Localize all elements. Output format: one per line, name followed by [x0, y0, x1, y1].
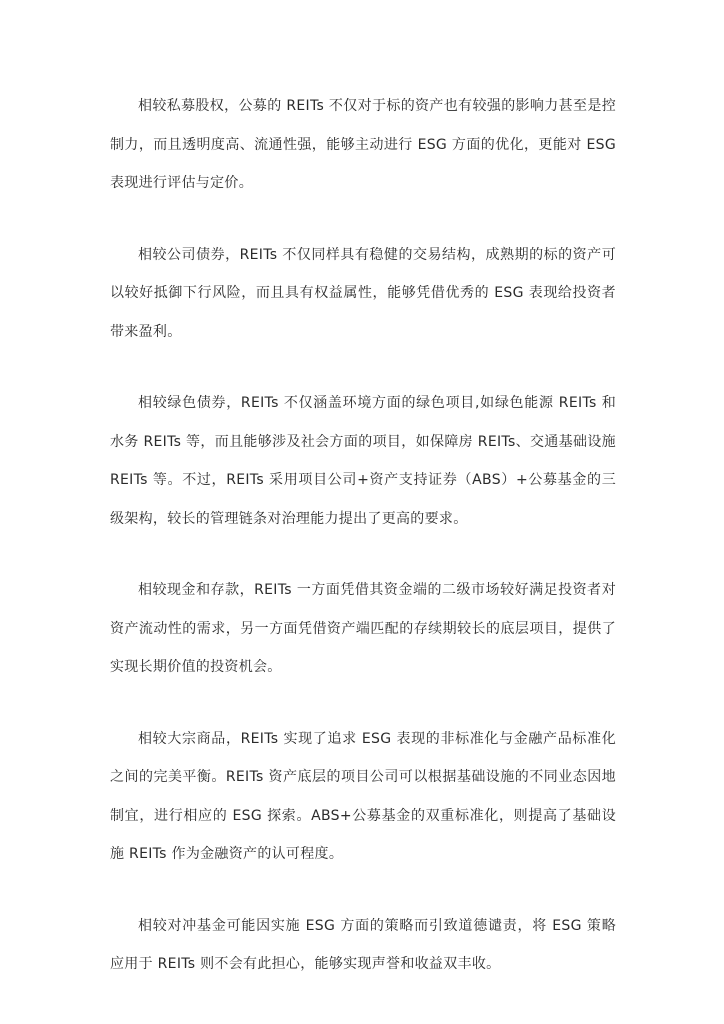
paragraph-cash-deposits: 相较现金和存款，REITs 一方面凭借其资金端的二级市场较好满足投资者对资产流动性的需求，另一方面凭借资产端匹配的存续期较长的底层项目，提供了实现长期价值的投资机会。	[110, 582, 616, 675]
paragraph-hedge-funds: 相较对冲基金可能因实施 ESG 方面的策略而引致道德谴责，将 ESG 策略应用于 REITs 则不会有此担心，能够实现声誉和收益双丰收。	[110, 917, 616, 972]
paragraph-commodities: 相较大宗商品，REITs 实现了追求 ESG 表现的非标准化与金融产品标准化之间的完美平衡。REITs 资产底层的项目公司可以根据基础设施的不同业态因地制宜，进行相应的 ESG 探索。ABS+公募基金的双重标准化，则提高了基础设施 REITs 作为金融资产的认可程度。	[110, 730, 616, 862]
paragraph-private-equity: 相较私募股权，公募的 REITs 不仅对于标的资产也有较强的影响力甚至是控制力，而且透明度高、流通性强，能够主动进行 ESG 方面的优化，更能对 ESG 表现进行评估与定价。	[110, 98, 616, 191]
paragraph-corporate-bonds: 相较公司债券，REITs 不仅同样具有稳健的交易结构，成熟期的标的资产可以较好抵御下行风险，而且具有权益属性，能够凭借优秀的 ESG 表现给投资者带来盈利。	[110, 246, 616, 340]
document-body	[110, 87, 616, 1017]
paragraph-green-bonds: 相较绿色债券，REITs 不仅涵盖环境方面的绿色项目,如绿色能源 REITs 和水务 REITs 等，而且能够涉及社会方面的项目，如保障房 REITs、交通基础设施 REITs 等。不过，REITs 采用项目公司+资产支持证券（ABS）+公募基金的三级架构，较长的管理链条对治理能力提出了更高的要求。	[110, 395, 616, 527]
